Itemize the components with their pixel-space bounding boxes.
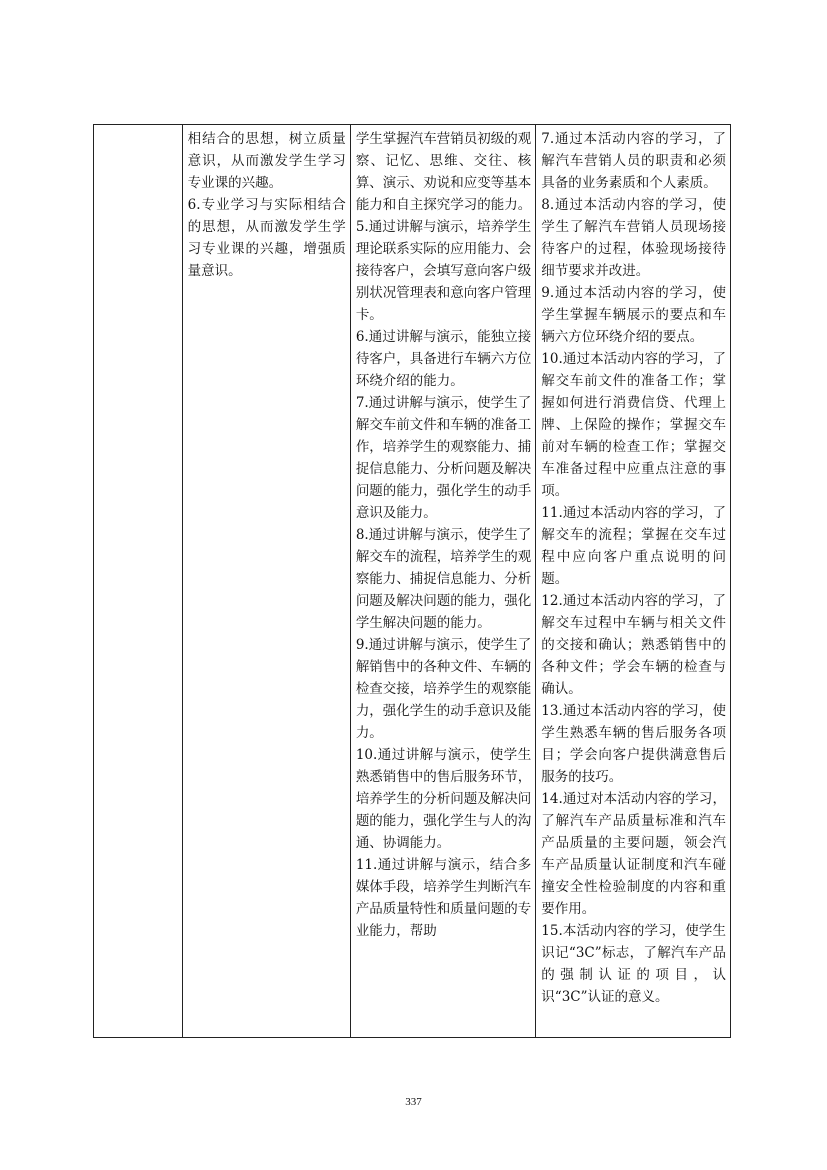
paragraph: 14.通过对本活动内容的学习，了解汽车产品质量标准和汽车产品质量的主要问题，领会汽车产品质量认证制度和汽车碰撞安全性检验制度的内容和重要作用。 xyxy=(541,791,726,917)
empty-first-column-cell xyxy=(94,125,183,1038)
paragraph: 7.通过讲解与演示，使学生了解交车前文件和车辆的准备工作，培养学生的观察能力、捕捉信息能力、分析问题及解决问题的能力，强化学生的动手意识及能力。 xyxy=(355,395,532,521)
paragraph: 8.通过讲解与演示，使学生了解交车的流程，培养学生的观察能力、捕捉信息能力、分析问题及解决问题的能力，强化学生解决问题的能力。 xyxy=(355,527,532,631)
paragraph: 8.通过本活动内容的学习，使学生了解汽车营销人员现场接待客户的过程，体验现场接待细节要求并改进。 xyxy=(541,197,726,279)
paragraph: 10.通过本活动内容的学习，了解交车前文件的准备工作；掌握如何进行消费信贷、代理上牌、上保险的操作；掌握交车前对车辆的检查工作；掌握交车准备过程中应重点注意的事项。 xyxy=(541,351,726,499)
paragraph: 15.本活动内容的学习，使学生识记“3C”标志，了解汽车产品的强制认证的项目，认识“3C”认证的意义。 xyxy=(541,923,726,1005)
paragraph: 9.通过讲解与演示，使学生了解销售中的各种文件、车辆的检查交接，培养学生的观察能力，强化学生的动手意识及能力。 xyxy=(355,637,532,741)
paragraph: 相结合的思想，树立质量意识，从而激发学生学习专业课的兴趣。 xyxy=(187,131,346,191)
page-number: 337 xyxy=(405,1096,422,1108)
paragraph: 6.专业学习与实际相结合的思想，从而激发学生学习专业课的兴趣，增强质量意识。 xyxy=(187,197,346,279)
column-knowledge-cell xyxy=(536,125,731,1038)
paragraph: 10.通过讲解与演示，使学生熟悉销售中的售后服务环节，培养学生的分析问题及解决问题的能力，强化学生与人的沟通、协调能力。 xyxy=(355,747,532,851)
paragraph: 12.通过本活动内容的学习，了解交车过程中车辆与相关文件的交接和确认；熟悉销售中的各种文件；学会车辆的检查与确认。 xyxy=(541,593,726,697)
paragraph: 6.通过讲解与演示，能独立接待客户，具备进行车辆六方位环绕介绍的能力。 xyxy=(355,329,532,389)
column-ability-cell xyxy=(350,125,535,1038)
table-row xyxy=(94,125,731,1038)
paragraph: 11.通过本活动内容的学习，了解交车的流程；掌握在交车过程中应向客户重点说明的问题。 xyxy=(541,505,726,587)
paragraph: 5.通过讲解与演示，培养学生理论联系实际的应用能力、会接待客户，会填写意向客户级别状况管理表和意向客户管理卡。 xyxy=(355,219,532,323)
paragraph: 学生掌握汽车营销员初级的观察、记忆、思维、交往、核算、演示、劝说和应变等基本能力和自主探究学习的能力。 xyxy=(355,131,532,213)
paragraph: 13.通过本活动内容的学习，使学生熟悉车辆的售后服务各项目；学会向客户提供满意售后服务的技巧。 xyxy=(541,703,726,785)
paragraph: 9.通过本活动内容的学习，使学生掌握车辆展示的要点和车辆六方位环绕介绍的要点。 xyxy=(541,285,726,345)
curriculum-table xyxy=(93,124,731,1038)
column-objectives-cell xyxy=(182,125,350,1038)
paragraph: 11.通过讲解与演示，结合多媒体手段，培养学生判断汽车产品质量特性和质量问题的专业能力，帮助 xyxy=(355,857,532,939)
paragraph: 7.通过本活动内容的学习，了解汽车营销人员的职责和必须具备的业务素质和个人素质。 xyxy=(541,131,726,191)
